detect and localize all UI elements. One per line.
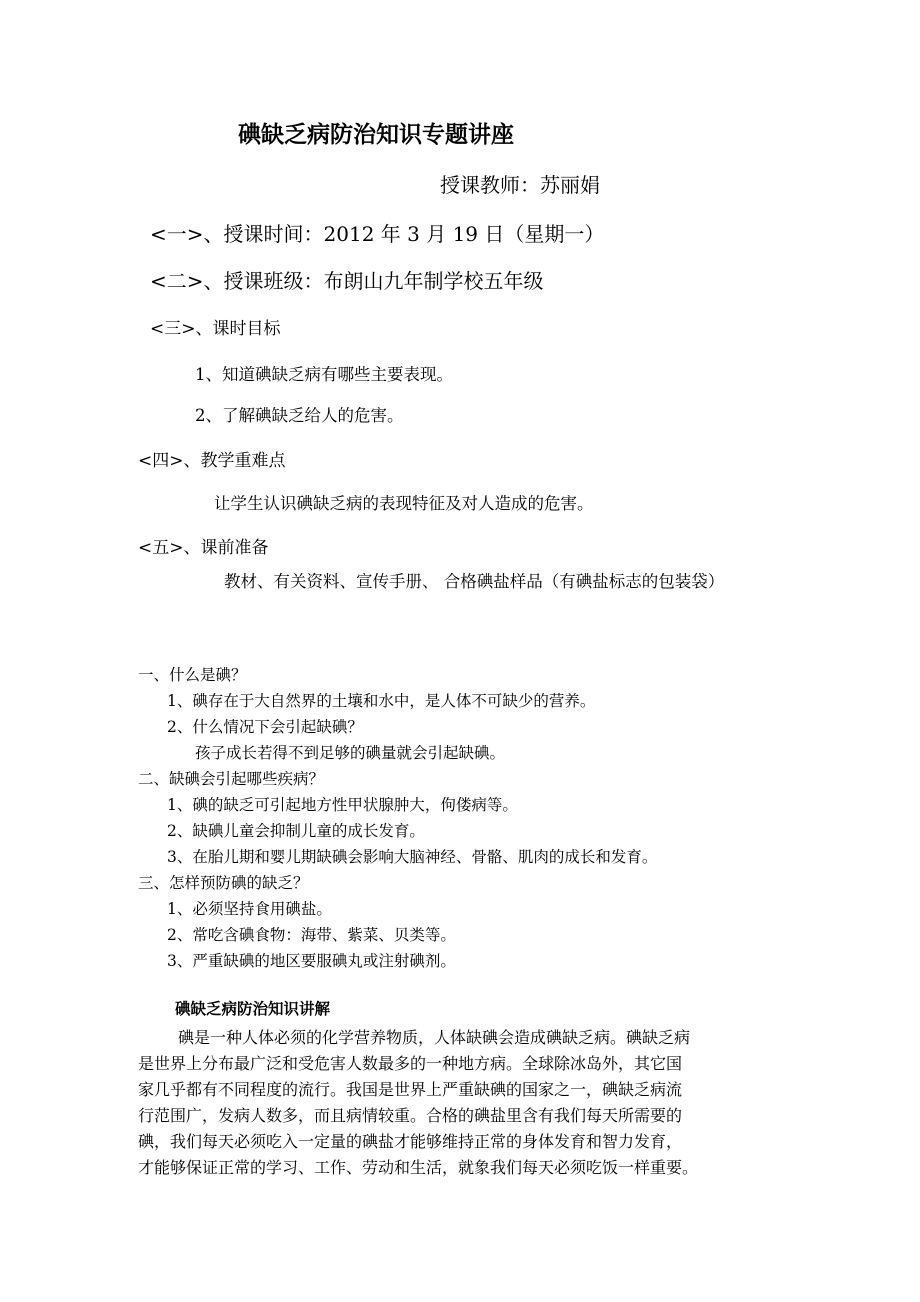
section-difficulty-heading: <四>、教学重难点	[138, 451, 286, 471]
qa-heading-2: 二、缺碘会引起哪些疾病？	[138, 770, 325, 788]
qa-item: 3、在胎儿期和婴儿期缺碘会影响大脑神经、骨骼、肌肉的成长和发育。	[167, 848, 658, 866]
paragraph-line: 才能够保证正常的学习、工作、劳动和生活，就象我们每天必须吃饭一样重要。	[138, 1158, 699, 1177]
qa-heading-3: 三、怎样预防碘的缺乏？	[138, 874, 309, 892]
qa-item: 2、缺碘儿童会抑制儿童的成长发育。	[167, 822, 425, 840]
teacher-line: 授课教师：苏丽娟	[440, 173, 600, 197]
qa-item: 1、碘的缺乏可引起地方性甲状腺肿大，佝偻病等。	[167, 796, 518, 814]
goal-item: 2、了解碘缺乏给人的危害。	[195, 406, 404, 425]
goal-item: 1、知道碘缺乏病有哪些主要表现。	[195, 365, 453, 384]
difficulty-text: 让学生认识碘缺乏病的表现特征及对人造成的危害。	[214, 494, 594, 513]
paragraph-line: 是世界上分布最广泛和受危害人数最多的一种地方病。全球除冰岛外，其它国	[138, 1054, 683, 1073]
lecture-paragraph	[138, 1025, 788, 1181]
qa-item: 1、必须坚持食用碘盐。	[167, 900, 332, 918]
qa-item: 2、常吃含碘食物：海带、紫菜、贝类等。	[167, 926, 456, 944]
qa-heading-1: 一、什么是碘？	[138, 666, 247, 684]
paragraph-line: 家几乎都有不同程度的流行。我国是世界上严重缺碘的国家之一，碘缺乏病流	[138, 1080, 683, 1099]
paragraph-line: 碘，我们每天必须吃入一定量的碘盐才能够维持正常的身体发育和智力发育，	[138, 1132, 683, 1151]
section-goals-heading: <三>、课时目标	[150, 319, 281, 339]
qa-item: 1、碘存在于大自然界的土壤和水中，是人体不可缺少的营养。	[167, 692, 596, 710]
lecture-title: 碘缺乏病防治知识讲解	[175, 1000, 331, 1018]
page-title: 碘缺乏病防治知识专题讲座	[238, 122, 514, 148]
paragraph-line: 行范围广，发病人数多，而且病情较重。合格的碘盐里含有我们每天所需要的	[138, 1106, 683, 1125]
section-time: <一>、授课时间：2012 年 3 月 19 日（星期一）	[150, 222, 605, 246]
section-class: <二>、授课班级：布朗山九年制学校五年级	[150, 269, 544, 293]
section-prep-heading: <五>、课前准备	[138, 538, 269, 558]
paragraph-line: 碘是一种人体必须的化学营养物质，人体缺碘会造成碘缺乏病。碘缺乏病	[178, 1028, 691, 1047]
qa-item: 3、严重缺碘的地区要服碘丸或注射碘剂。	[167, 952, 456, 970]
prep-text: 教材、有关资料、宣传手册、 合格碘盐样品（有碘盐标志的包装袋）	[224, 572, 725, 591]
qa-item: 孩子成长若得不到足够的碘量就会引起缺碘。	[195, 744, 506, 762]
qa-item: 2、什么情况下会引起缺碘？	[167, 718, 363, 736]
